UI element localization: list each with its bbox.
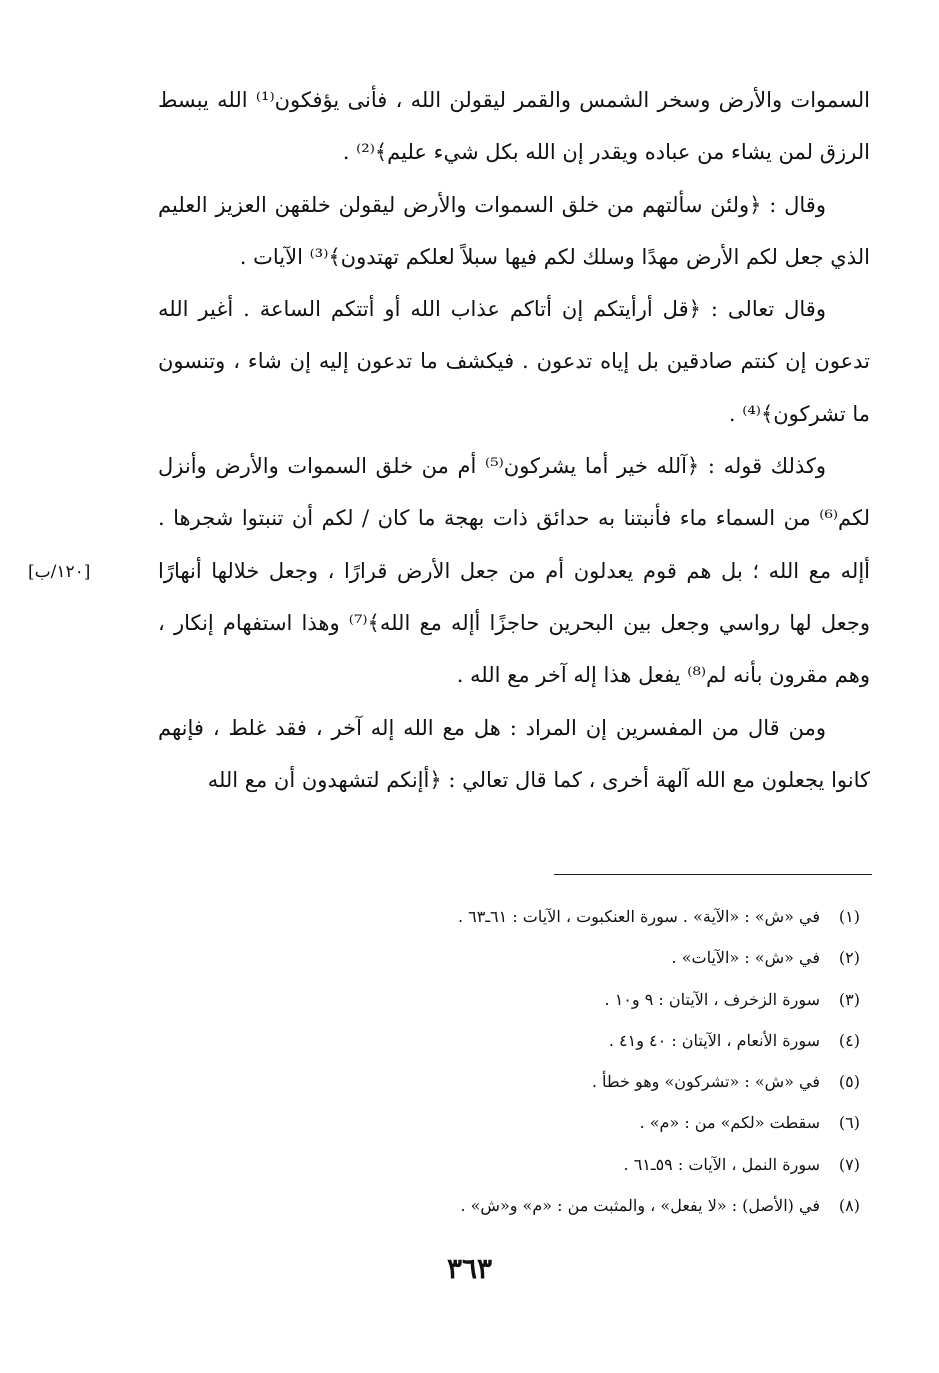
footnote-text: سقطت «لكم» من : «م» . <box>639 1113 820 1133</box>
footnote-number: (١) <box>838 907 860 926</box>
paragraph: ومن قال من المفسرين إن المراد : هل مع الله إله آخر ، فقد غلط ، فإنهم كانوا يجعلون مع الله آلهة أخرى ، كما قال تعالي : ﴿أإنكم لتشهدون أن مع الله <box>158 715 870 792</box>
footnote <box>250 979 860 1020</box>
footnote-text: في «ش» : «تشركون» وهو خطأ . <box>591 1072 820 1092</box>
paragraph: وقال تعالى : ﴿قل أرأيتكم إن أتاكم عذاب الله أو أتتكم الساعة . أغير الله تدعون إن كنتم صادقين بل إياه تدعون . فيكشف ما تدعون إليه إن شاء ، وتنسون ما تشركون﴾⁽⁴⁾ . <box>158 297 870 426</box>
page-number: ٣٦٣ <box>446 1252 493 1285</box>
footnote <box>250 1061 860 1102</box>
footnote-separator <box>554 874 872 875</box>
main-text <box>158 74 870 806</box>
footnote-text: سورة الزخرف ، الآيتان : ٩ و١٠ . <box>604 989 820 1009</box>
footnotes <box>250 896 860 1226</box>
footnote-number: (٧) <box>838 1154 860 1174</box>
footnote-text: سورة النمل ، الآيات : ٥٩ـ٦١ . <box>623 1154 820 1174</box>
footnote-number: (٢) <box>838 948 860 968</box>
paragraph: وكذلك قوله : ﴿آلله خير أما يشركون⁽⁵⁾ أم من خلق السموات والأرض وأنزل لكم⁽⁶⁾ من السماء ماء فأنبتنا به حدائق ذات بهجة ما كان / لكم أن تنبتوا شجرها . أإله مع الله ؛ بل هم قوم يعدلون أم من جعل الأرض قرارًا ، وجعل خلالها أنهارًا وجعل لها رواسي وجعل بين البحرين حاجزًا أإله مع الله﴾⁽⁷⁾ وهذا استفهام إنكار ، وهم مقرون بأنه لم⁽⁸⁾ يفعل هذا إله آخر مع الله . <box>158 454 870 688</box>
paragraph: وقال : ﴿ولئن سألتهم من خلق السموات والأرض ليقولن خلقهن العزيز العليم الذي جعل لكم الأرض مهدًا وسلك لكم فيها سبلاً لعلكم تهتدون﴾⁽³⁾ الآيات . <box>158 192 870 269</box>
footnote-text: سورة الأنعام ، الآيتان : ٤٠ و٤١ . <box>608 1030 820 1050</box>
paragraph: السموات والأرض وسخر الشمس والقمر ليقولن الله ، فأنى يؤفكون⁽¹⁾ الله يبسط الرزق لمن يشاء من عباده ويقدر إن الله بكل شيء عليم﴾⁽²⁾ . <box>158 88 870 165</box>
footnote <box>250 1102 860 1143</box>
footnote-text: في (الأصل) : «لا يفعل» ، والمثبت من : «م» و«ش» . <box>460 1196 820 1216</box>
footnote <box>250 1020 860 1061</box>
footnote <box>250 1144 860 1185</box>
footnote-number: (٨) <box>838 1196 860 1216</box>
footnote-text: في «ش» : «الآيات» . <box>671 948 820 968</box>
footnote-number: (٥) <box>838 1072 860 1092</box>
footnote <box>250 1185 860 1226</box>
manuscript-folio-note: [١٢٠/ب] <box>28 562 91 582</box>
footnote <box>250 896 860 937</box>
footnote-number: (٦) <box>838 1113 860 1133</box>
footnote-number: (٤) <box>838 1030 860 1050</box>
footnote-text: في «ش» : «الآية» . سورة العنكبوت ، الآيات : ٦١ـ٦٣ . <box>458 907 820 926</box>
footnote <box>250 937 860 978</box>
footnote-number: (٣) <box>838 989 860 1009</box>
